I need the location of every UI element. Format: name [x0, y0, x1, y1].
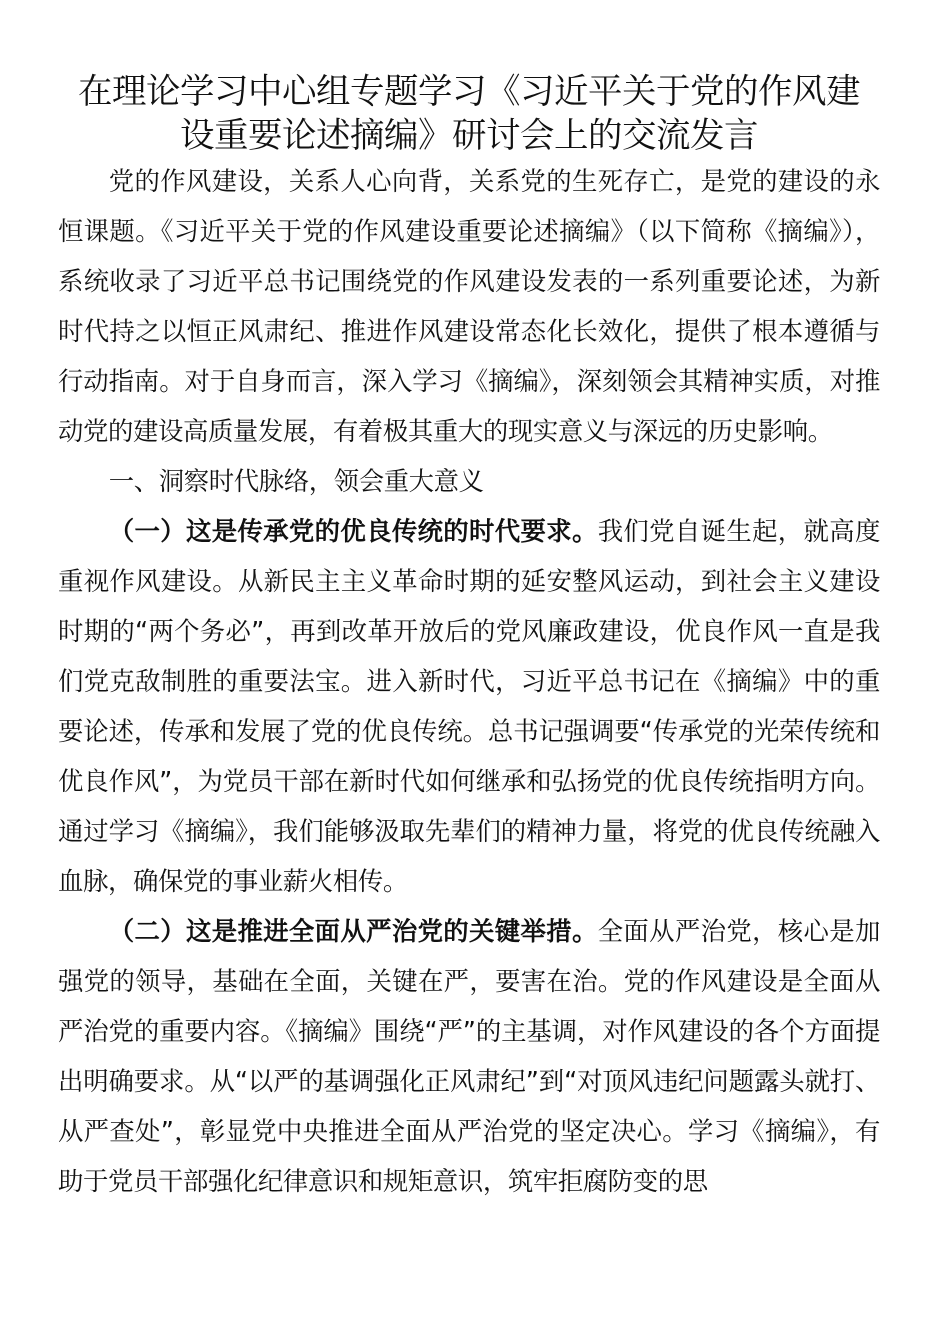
document-page [58, 70, 880, 1206]
title-line-2: 设重要论述摘编》研讨会上的交流发言 [180, 116, 758, 156]
subsection-2-paragraph [58, 906, 880, 1206]
subsection-1-lead: （一）这是传承党的优良传统的时代要求。 [108, 516, 598, 546]
document-title [58, 70, 880, 158]
section-1-heading: 一、洞察时代脉络，领会重大意义 [108, 466, 484, 496]
subsection-1-paragraph [58, 506, 880, 906]
subsection-2-body: 全面从严治党，核心是加强党的领导，基础在全面，关键在严，要害在治。党的作风建设是全面从严治党的重要内容。《摘编》围绕“严”的主基调，对作风建设的各个方面提出明确要求。从“以严的基调强化正风肃纪”到“对顶风违纪问题露头就打、从严查处”，彰显党中央推进全面从严治党的坚定决心。学习《摘编》，有助于党员干部强化纪律意识和规矩意识，筑牢拒腐防变的思 [58, 916, 880, 1196]
title-line-1: 在理论学习中心组专题学习《习近平关于党的作风建 [78, 72, 860, 112]
intro-paragraph: 党的作风建设，关系人心向背，关系党的生死存亡，是党的建设的永恒课题。《习近平关于党的作风建设重要论述摘编》（以下简称《摘编》），系统收录了习近平总书记围绕党的作风建设发表的一系列重要论述，为新时代持之以恒正风肃纪、推进作风建设常态化长效化，提供了根本遵循与行动指南。对于自身而言，深入学习《摘编》，深刻领会其精神实质，对推动党的建设高质量发展，有着极其重大的现实意义与深远的历史影响。 [58, 166, 880, 446]
subsection-2-lead: （二）这是推进全面从严治党的关键举措。 [108, 916, 598, 946]
subsection-1-body: 我们党自诞生起，就高度重视作风建设。从新民主主义革命时期的延安整风运动，到社会主义建设时期的“两个务必”，再到改革开放后的党风廉政建设，优良作风一直是我们党克敌制胜的重要法宝。进入新时代，习近平总书记在《摘编》中的重要论述，传承和发展了党的优良传统。总书记强调要“传承党的光荣传统和优良作风”，为党员干部在新时代如何继承和弘扬党的优良传统指明方向。通过学习《摘编》，我们能够汲取先辈们的精神力量，将党的优良传统融入血脉，确保党的事业薪火相传。 [58, 516, 880, 896]
